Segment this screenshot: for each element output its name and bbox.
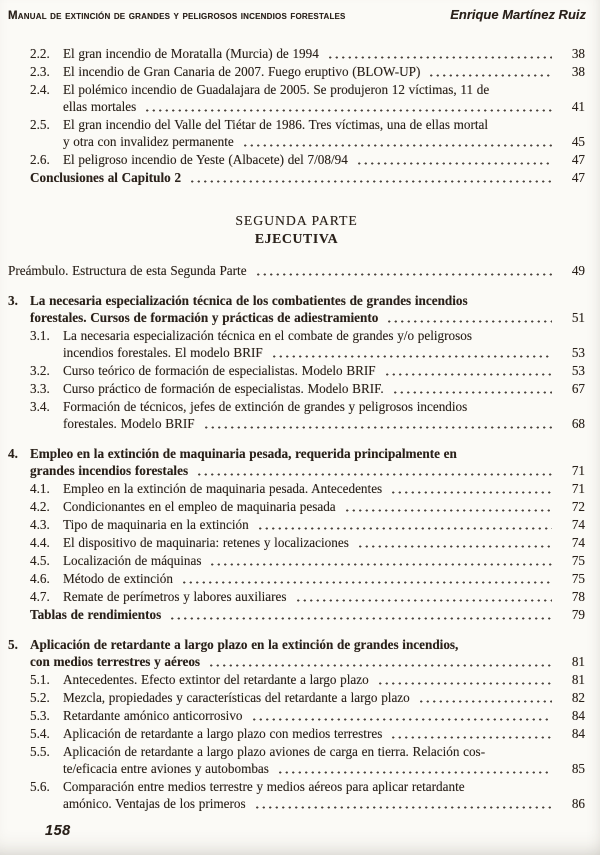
toc-entry <box>8 362 585 379</box>
entry-last-line <box>63 98 585 115</box>
entry-number: 4.4. <box>30 535 50 550</box>
leader-dots <box>392 391 552 394</box>
entry-page: 75 <box>571 571 585 586</box>
entry-body <box>63 552 585 569</box>
leader-dots <box>356 162 552 165</box>
entry-page: 86 <box>571 796 585 811</box>
toc-entry <box>8 671 585 688</box>
entry-body <box>30 636 585 670</box>
toc-entry <box>8 63 585 80</box>
part-title-line2: EJECUTIVA <box>254 231 339 246</box>
entry-number: 5.1. <box>30 672 50 687</box>
entry-text: Localización de máquinas <box>63 553 202 568</box>
toc-entry <box>8 689 585 706</box>
entry-last-line <box>63 516 585 533</box>
entry-number: 4.2. <box>30 499 50 514</box>
entry-number: 4.5. <box>30 553 50 568</box>
entry-last-line <box>63 725 585 742</box>
entry-text: te/eficacia entre aviones y autobombas <box>63 761 269 776</box>
entry-last-line <box>63 498 585 515</box>
entry-last-line <box>30 309 585 326</box>
entry-body <box>30 292 585 326</box>
entry-page: 71 <box>571 463 585 478</box>
entry-number: 4.1. <box>30 481 50 496</box>
entry-body <box>63 81 585 115</box>
leader-dots <box>384 373 552 376</box>
toc-entry <box>8 327 585 361</box>
entry-number: 2.2. <box>30 46 50 61</box>
entry-last-line <box>63 480 585 497</box>
entry-body <box>63 45 585 62</box>
entry-number: 2.4. <box>30 82 50 97</box>
toc-section-executive-part <box>8 262 585 812</box>
leader-dots <box>327 56 552 59</box>
toc-entry <box>8 552 585 569</box>
entry-line: Aplicación de retardante a largo plazo aviones de carga en tierra. Relación cos- <box>63 744 486 759</box>
entry-number: 2.3. <box>30 64 50 79</box>
entry-last-line <box>30 653 585 670</box>
entry-text: Retardante amónico anticorrosivo <box>63 708 243 723</box>
toc-entry <box>8 725 585 742</box>
entry-last-line <box>63 588 585 605</box>
entry-text: ellas mortales <box>63 99 137 114</box>
entry-text: Tipo de maquinaria en la extinción <box>63 517 249 532</box>
entry-last-line <box>63 344 585 361</box>
leader-dots <box>390 491 552 494</box>
toc-entry <box>8 743 585 777</box>
toc-entry <box>8 292 585 326</box>
entry-line: Empleo en la extinción de maquinaria pesada, requerida principalmente en <box>30 446 457 461</box>
toc-entry <box>8 588 585 605</box>
entry-body <box>30 169 585 186</box>
entry-text: amónico. Ventajas de los primeros <box>63 796 246 811</box>
leader-dots <box>209 563 552 566</box>
toc-entry <box>8 778 585 812</box>
entry-line: Aplicación de retardante a largo plazo en la extinción de grandes incendios, <box>30 637 459 652</box>
entry-last-line <box>63 707 585 724</box>
entry-text: Aplicación de retardante a largo plazo con medios terrestres <box>63 726 383 741</box>
entry-text: Preámbulo. Estructura de esta Segunda Parte <box>8 263 247 278</box>
leader-dots <box>208 664 552 667</box>
entry-number: 5.2. <box>30 690 50 705</box>
leader-dots <box>428 74 552 77</box>
entry-text: Tablas de rendimientos <box>30 607 162 622</box>
entry-number: 4.6. <box>30 571 50 586</box>
part-title-line1: SEGUNDA PARTE <box>235 213 358 228</box>
leader-dots <box>196 473 552 476</box>
entry-last-line <box>63 534 585 551</box>
part-heading <box>8 212 585 247</box>
entry-last-line <box>63 795 585 812</box>
entry-last-line <box>30 606 585 623</box>
entry-body <box>63 689 585 706</box>
leader-dots <box>144 109 552 112</box>
toc <box>0 22 600 812</box>
toc-entry <box>8 169 585 186</box>
entry-number: 2.6. <box>30 152 50 167</box>
entry-body <box>63 516 585 533</box>
entry-page: 81 <box>571 672 585 687</box>
entry-last-line <box>63 380 585 397</box>
entry-page: 81 <box>571 654 585 669</box>
toc-entry <box>8 398 585 432</box>
entry-page: 38 <box>571 46 585 61</box>
leader-dots <box>257 527 552 530</box>
entry-page: 68 <box>571 416 585 431</box>
entry-page: 85 <box>571 761 585 776</box>
leader-dots <box>189 180 552 183</box>
author-name: Enrique Martínez Ruiz <box>450 7 586 22</box>
entry-number: 3. <box>8 293 18 308</box>
entry-page: 67 <box>571 381 585 396</box>
entry-text: El dispositivo de maquinaria: retenes y localizaciones <box>63 535 349 550</box>
entry-page: 74 <box>571 535 585 550</box>
entry-body <box>8 262 585 279</box>
entry-last-line <box>63 63 585 80</box>
entry-last-line <box>63 45 585 62</box>
entry-number: 4.3. <box>30 517 50 532</box>
entry-page: 82 <box>571 690 585 705</box>
entry-page: 47 <box>571 152 585 167</box>
entry-number: 3.2. <box>30 363 50 378</box>
footer-page-number: 158 <box>45 823 71 839</box>
entry-last-line <box>63 151 585 168</box>
entry-body <box>63 151 585 168</box>
entry-text: Curso práctico de formación de especialistas. Modelo BRIF. <box>63 381 384 396</box>
entry-page: 78 <box>571 589 585 604</box>
entry-last-line <box>30 169 585 186</box>
entry-number: 2.5. <box>30 117 50 132</box>
entry-text: con medios terrestres y aéreos <box>30 654 201 669</box>
leader-dots <box>181 581 552 584</box>
entry-body <box>63 480 585 497</box>
entry-page: 84 <box>571 708 585 723</box>
entry-text: forestales. Cursos de formación y prácticas de adiestramiento <box>30 310 379 325</box>
entry-page: 53 <box>571 345 585 360</box>
entry-text: Conclusiones al Capitulo 2 <box>30 170 182 185</box>
entry-text: Remate de perímetros y labores auxiliares <box>63 589 287 604</box>
entry-text: grandes incendios forestales <box>30 463 189 478</box>
entry-body <box>63 707 585 724</box>
entry-page: 74 <box>571 517 585 532</box>
entry-number: 3.1. <box>30 328 50 343</box>
entry-text: El incendio de Gran Canaria de 2007. Fuego eruptivo (BLOW-UP) <box>63 64 421 79</box>
entry-line: La necesaria especialización técnica en el combate de grandes y/o peligrosos <box>63 328 472 343</box>
entry-body <box>63 498 585 515</box>
entry-page: 53 <box>571 363 585 378</box>
entry-last-line <box>8 262 585 279</box>
toc-entry <box>8 45 585 62</box>
book-header <box>0 0 600 22</box>
leader-dots <box>169 617 552 620</box>
entry-line: Formación de técnicos, jefes de extinción de grandes y peligrosos incendios <box>63 399 468 414</box>
entry-number: 4.7. <box>30 589 50 604</box>
entry-line: El polémico incendio de Guadalajara de 2005. Se produjeron 12 víctimas, 11 de <box>63 82 490 97</box>
entry-text: y otra con invalidez permanente <box>63 134 234 149</box>
entry-body <box>30 606 585 623</box>
entry-text: Antecedentes. Efecto extintor del retardante a largo plazo <box>63 672 369 687</box>
leader-dots <box>344 509 552 512</box>
leader-dots <box>377 682 552 685</box>
entry-page: 71 <box>571 481 585 496</box>
leader-dots <box>357 545 552 548</box>
entry-body <box>63 63 585 80</box>
entry-number: 5. <box>8 637 18 652</box>
leader-dots <box>418 700 552 703</box>
toc-entry <box>8 445 585 479</box>
entry-page: 84 <box>571 726 585 741</box>
entry-page: 47 <box>571 170 585 185</box>
entry-text: forestales. Modelo BRIF <box>63 416 195 431</box>
entry-body <box>63 327 585 361</box>
entry-page: 45 <box>571 134 585 149</box>
leader-dots <box>271 355 552 358</box>
entry-number: 3.3. <box>30 381 50 396</box>
entry-body <box>63 570 585 587</box>
toc-entry <box>8 516 585 533</box>
entry-last-line <box>30 462 585 479</box>
entry-text: Mezcla, propiedades y características del retardante a largo plazo <box>63 690 410 705</box>
entry-last-line <box>63 133 585 150</box>
leader-dots <box>386 320 552 323</box>
toc-entry <box>8 570 585 587</box>
entry-last-line <box>63 689 585 706</box>
toc-entry <box>8 636 585 670</box>
toc-entry <box>8 81 585 115</box>
leader-dots <box>390 736 552 739</box>
entry-last-line <box>63 552 585 569</box>
entry-number: 5.3. <box>30 708 50 723</box>
toc-section-chapter-2 <box>8 45 585 186</box>
entry-line: Comparación entre medios terrestre y medios aéreos para aplicar retardante <box>63 779 465 794</box>
book-title: Manual de extinción de grandes y peligrosos incendios forestales <box>8 10 346 22</box>
entry-body <box>63 398 585 432</box>
entry-page: 72 <box>571 499 585 514</box>
entry-body <box>63 588 585 605</box>
entry-line: El gran incendio del Valle del Tiétar de 1986. Tres víctimas, una de ellas mortal <box>63 117 489 132</box>
entry-text: El gran incendio de Moratalla (Murcia) de 1994 <box>63 46 319 61</box>
entry-page: 49 <box>571 263 585 278</box>
entry-number: 5.6. <box>30 779 50 794</box>
entry-last-line <box>63 415 585 432</box>
entry-page: 75 <box>571 553 585 568</box>
leader-dots <box>242 144 552 147</box>
toc-entry <box>8 151 585 168</box>
entry-text: Curso teórico de formación de especialistas. Modelo BRIF <box>63 363 376 378</box>
entry-body <box>63 116 585 150</box>
entry-body <box>63 778 585 812</box>
leader-dots <box>203 426 552 429</box>
entry-text: Condicionantes en el empleo de maquinaria pesada <box>63 499 336 514</box>
entry-body <box>30 445 585 479</box>
toc-entry <box>8 534 585 551</box>
entry-number: 5.4. <box>30 726 50 741</box>
leader-dots <box>251 718 552 721</box>
toc-entry <box>8 480 585 497</box>
entry-body <box>63 671 585 688</box>
leader-dots <box>255 273 552 276</box>
entry-page: 41 <box>571 99 585 114</box>
entry-body <box>63 534 585 551</box>
leader-dots <box>254 806 552 809</box>
entry-last-line <box>63 362 585 379</box>
entry-body <box>63 362 585 379</box>
entry-text: Empleo en la extinción de maquinaria pesada. Antecedentes <box>63 481 383 496</box>
entry-text: El peligroso incendio de Yeste (Albacete) del 7/08/94 <box>63 152 348 167</box>
toc-entry <box>8 707 585 724</box>
entry-last-line <box>63 570 585 587</box>
leader-dots <box>295 599 552 602</box>
entry-body <box>63 743 585 777</box>
toc-entry <box>8 262 585 279</box>
entry-line: La necesaria especialización técnica de los combatientes de grandes incendios <box>30 293 468 308</box>
entry-page: 51 <box>571 310 585 325</box>
entry-body <box>63 380 585 397</box>
entry-last-line <box>63 671 585 688</box>
entry-body <box>63 725 585 742</box>
entry-last-line <box>63 760 585 777</box>
entry-text: incendios forestales. El modelo BRIF <box>63 345 263 360</box>
toc-entry <box>8 380 585 397</box>
toc-entry <box>8 606 585 623</box>
toc-entry <box>8 116 585 150</box>
entry-number: 5.5. <box>30 744 50 759</box>
entry-text: Método de extinción <box>63 571 173 586</box>
entry-number: 4. <box>8 446 18 461</box>
leader-dots <box>277 771 552 774</box>
entry-page: 38 <box>571 64 585 79</box>
entry-number: 3.4. <box>30 399 50 414</box>
entry-page: 79 <box>571 607 585 622</box>
toc-entry <box>8 498 585 515</box>
